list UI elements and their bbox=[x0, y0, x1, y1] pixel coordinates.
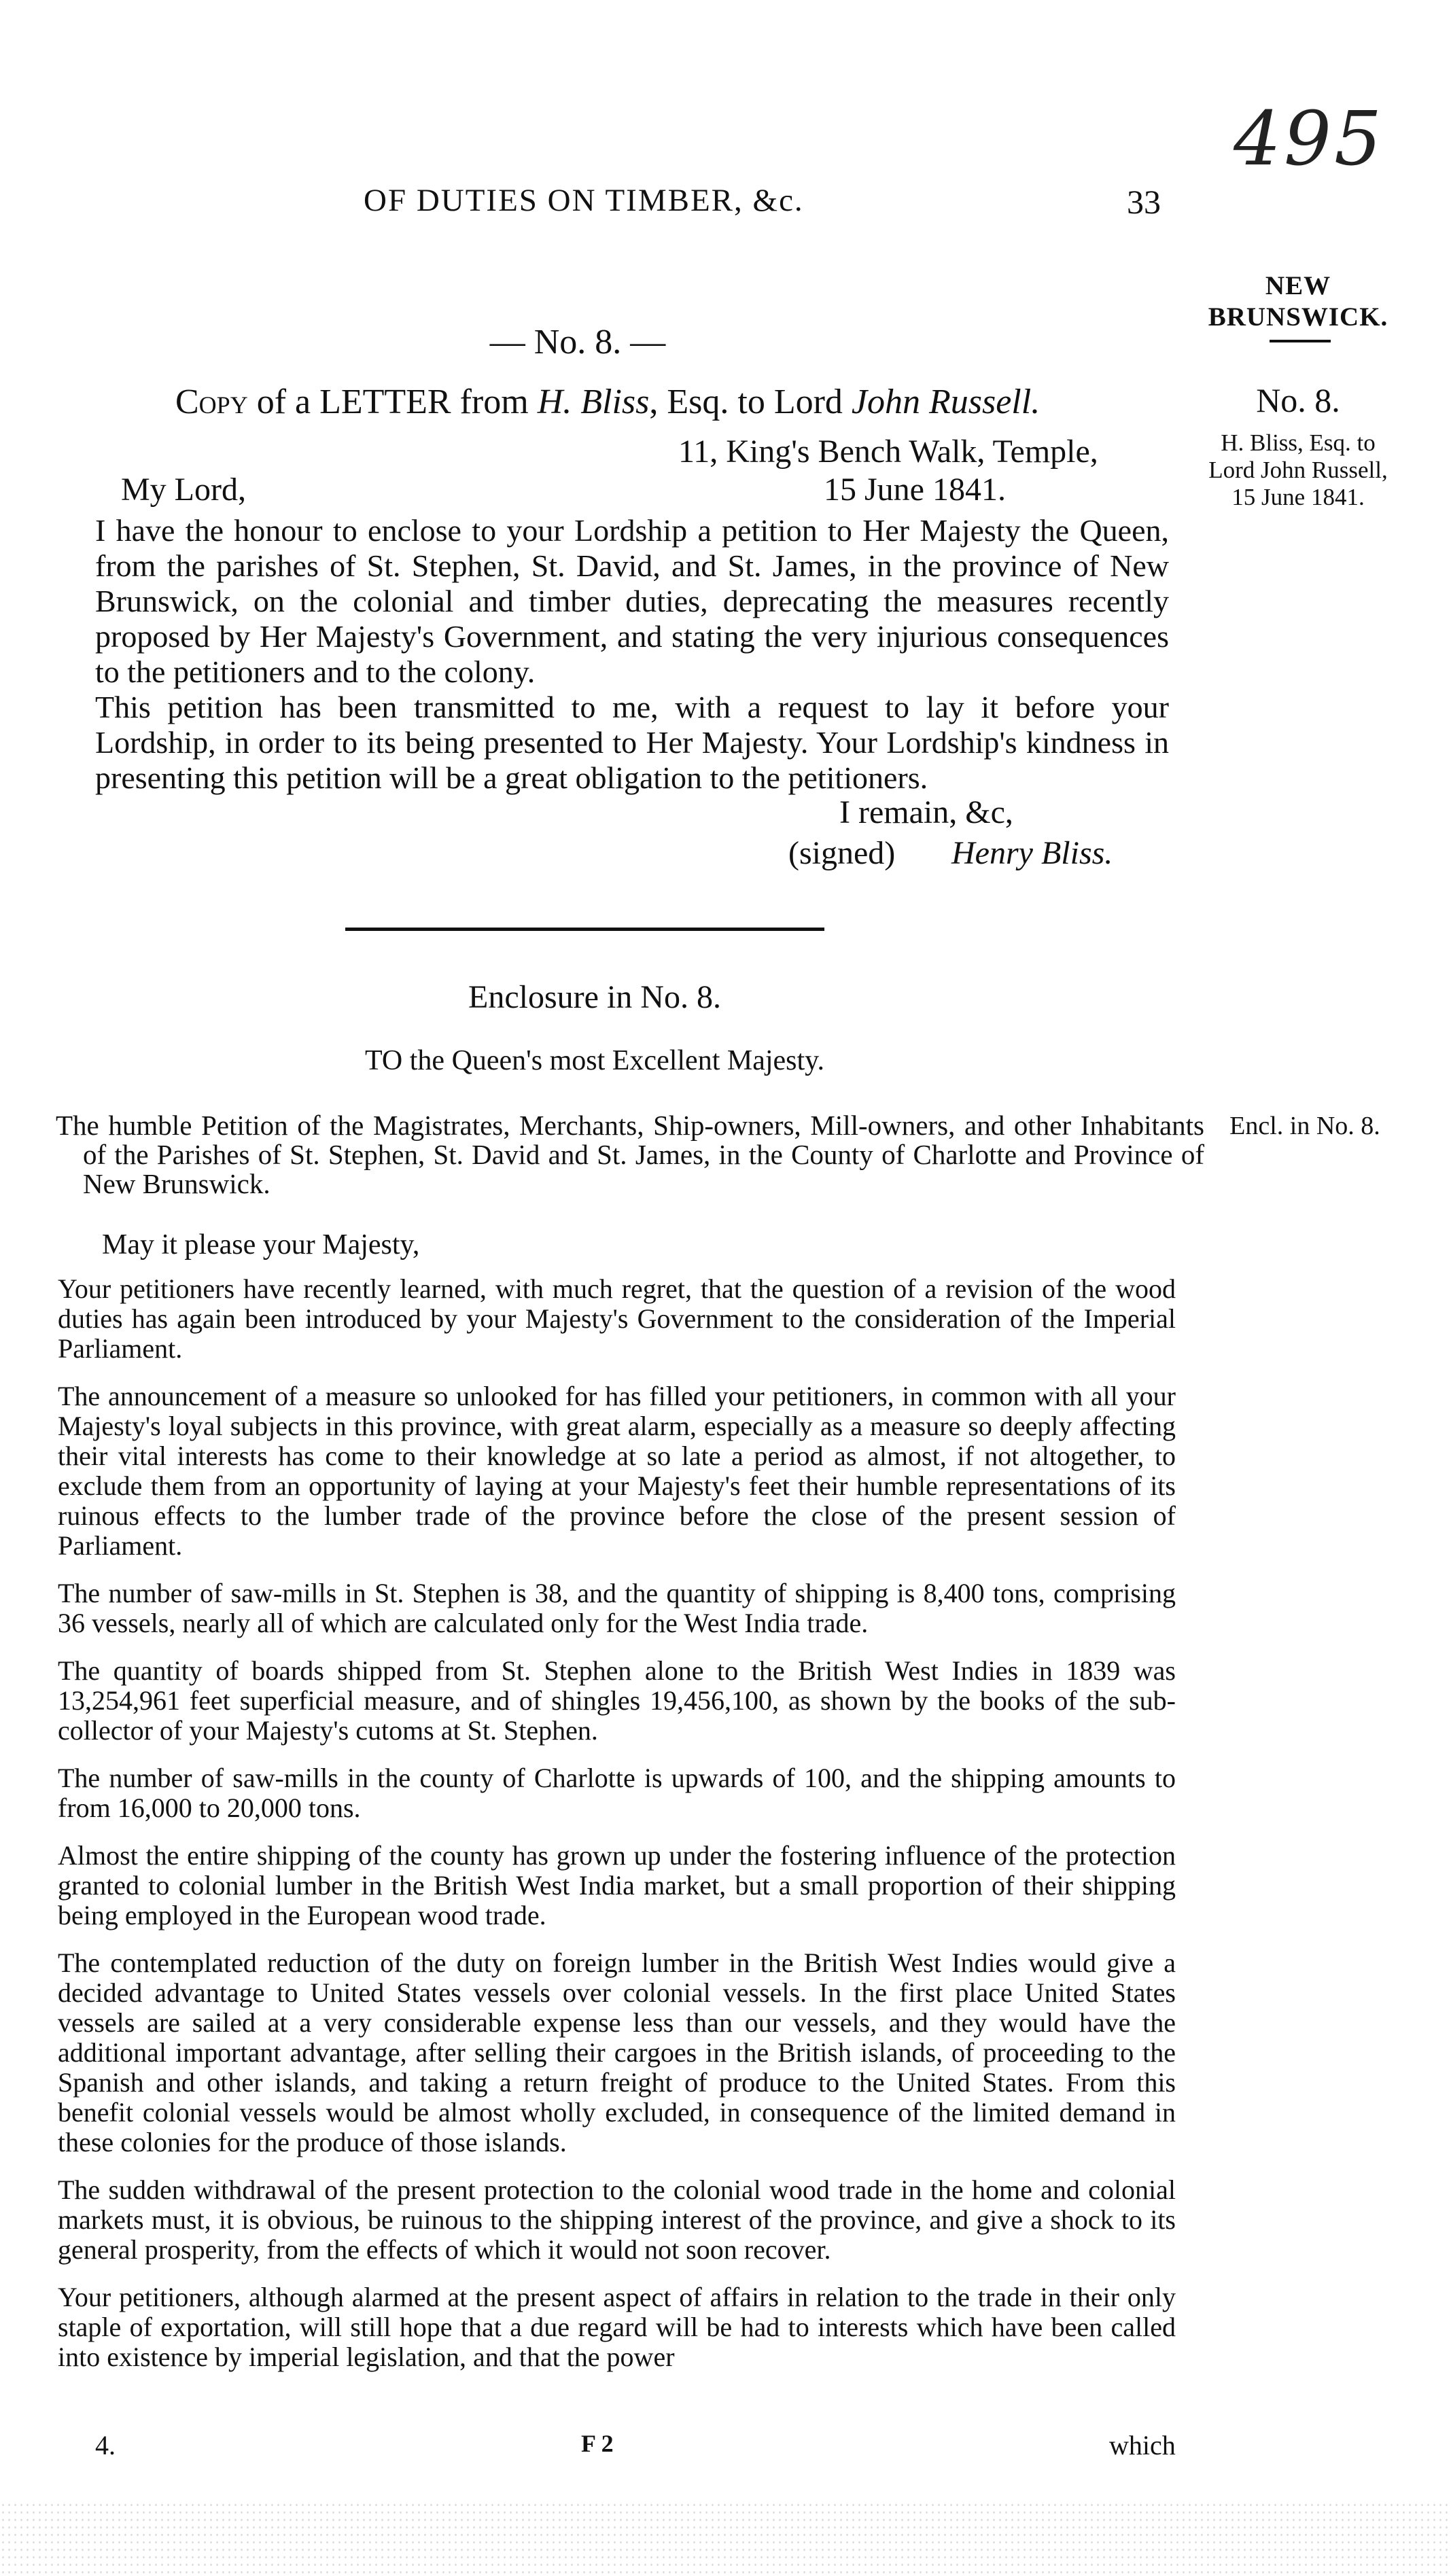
margin-letter-note-line2: Lord John Russell, bbox=[1208, 457, 1388, 483]
letter-address: 11, King's Bench Walk, Temple, bbox=[678, 434, 1098, 470]
margin-divider bbox=[1270, 340, 1331, 342]
letter-body bbox=[95, 513, 1169, 796]
petition-paragraph: Your petitioners, although alarmed at the present aspect of affairs in relation to the trade in their only staple of exportation, will still hope that a due regard will be had to interests which have been called into existence by imperial legislation, and that the power bbox=[58, 2282, 1176, 2372]
letter-closing: I remain, &c, bbox=[839, 794, 1013, 830]
footer-signature-mark: F 2 bbox=[581, 2430, 614, 2457]
margin-province-line2: BRUNSWICK. bbox=[1208, 302, 1388, 332]
handwritten-folio-number: 495 bbox=[1234, 95, 1384, 182]
letter-title-copy: Copy bbox=[175, 383, 248, 421]
petition-paragraph: Your petitioners have recently learned, with much regret, that the question of a revision of the wood duties has again been introduced by your Majesty's Government to the consideration of the Imperial Parliament. bbox=[58, 1273, 1176, 1364]
enclosure-salutation: May it please your Majesty, bbox=[102, 1229, 420, 1260]
scan-noise bbox=[0, 2501, 1451, 2576]
petition-body bbox=[58, 1274, 1176, 2372]
page-number: 33 bbox=[1127, 183, 1161, 221]
margin-province-line1: NEW bbox=[1265, 271, 1331, 300]
margin-letter-number: No. 8. bbox=[1256, 381, 1340, 419]
letter-number-heading: — No. 8. — bbox=[489, 323, 666, 361]
letter-title-sender: H. Bliss bbox=[537, 383, 650, 421]
enclosure-intro: The humble Petition of the Magistrates, Merchants, Ship-owners, Mill-owners, and other Inhabitants of the Parishes of St. Stephen, St. David and St. James, in the County of Charlotte and Province of New Brunswick. bbox=[56, 1110, 1204, 1199]
footer-catchword: which bbox=[1109, 2430, 1176, 2460]
petition-paragraph: The announcement of a measure so unlooked for has filled your petitioners, in common with all your Majesty's loyal subjects in this province, with great alarm, especially as a measure so deeply affecting their vital interests has come to their knowledge at so late a period as almost, if not altogether, to exclude them from an opportunity of laying at your Majesty's feet their humble representations of its ruinous effects to the lumber trade of the province before the close of the present session of Parliament. bbox=[58, 1381, 1176, 1561]
enclosure-address-line: TO the Queen's most Excellent Majesty. bbox=[365, 1045, 824, 1076]
footer-left-mark: 4. bbox=[95, 2430, 116, 2460]
margin-letter-note-line3: 15 June 1841. bbox=[1231, 484, 1365, 510]
letter-title-b: , Esq. to Lord bbox=[649, 383, 852, 421]
letter-signature-name: Henry Bliss. bbox=[951, 835, 1113, 871]
petition-paragraph: The number of saw-mills in the county of Charlotte is upwards of 100, and the shipping amounts to from 16,000 to 20,000 tons. bbox=[58, 1763, 1176, 1823]
letter-salutation: My Lord, bbox=[121, 472, 246, 508]
petition-paragraph: The quantity of boards shipped from St. Stephen alone to the British West Indies in 1839 was 13,254,961 feet superficial measure, and of shingles 19,456,100, as shown by the books of the sub-collector of your Majesty's cutoms at St. Stephen. bbox=[58, 1655, 1176, 1746]
margin-enclosure-note: Encl. in No. 8. bbox=[1229, 1112, 1380, 1140]
enclosure-heading: Enclosure in No. 8. bbox=[468, 979, 721, 1015]
margin-letter-note-line1: H. Bliss, Esq. to bbox=[1221, 429, 1376, 456]
letter-signed-label: (signed) bbox=[788, 835, 896, 871]
margin-letter-note bbox=[1183, 429, 1414, 511]
letter-signature bbox=[951, 834, 1113, 872]
margin-province-heading bbox=[1186, 270, 1410, 333]
letter-title-recipient: John Russell. bbox=[851, 383, 1041, 421]
letter-date: 15 June 1841. bbox=[824, 472, 1006, 508]
section-divider bbox=[345, 928, 824, 931]
petition-paragraph: Almost the entire shipping of the county has grown up under the fostering influence of the protection granted to colonial lumber in the British West India market, but a small proportion of their shipping being employed in the European wood trade. bbox=[58, 1840, 1176, 1930]
petition-paragraph: The contemplated reduction of the duty on foreign lumber in the British West Indies would give a decided advantage to United States vessels over colonial vessels. In the first place United States vessels are sailed at a very considerable expense less than our vessels, and they would have the additional important advantage, after selling their cargoes in the British islands, of proceeding to the Spanish and other islands, and taking a return freight of produce to the United States. From this benefit colonial vessels would be almost wholly excluded, in consequence of the limited demand in these colonies for the produce of those islands. bbox=[58, 1947, 1176, 2157]
letter-paragraph-2: This petition has been transmitted to me, with a request to lay it before your Lordship, in order to its being presented to Her Majesty. Your Lordship's kindness in presenting this petition will be a great obligation to the petitioners. bbox=[95, 690, 1169, 795]
running-head: OF DUTIES ON TIMBER, &c. bbox=[364, 183, 804, 218]
letter-paragraph-1: I have the honour to enclose to your Lordship a petition to Her Majesty the Queen, from the parishes of St. Stephen, St. David, and St. James, in the province of New Brunswick, on the colonial and timber duties, deprecating the measures recently proposed by Her Majesty's Government, and stating the very injurious consequences to the petitioners and to the colony. bbox=[95, 513, 1169, 689]
petition-paragraph: The sudden withdrawal of the present protection to the colonial wood trade in the home and colonial markets must, it is obvious, be ruinous to the shipping interest of the province, and give a shock to its general prosperity, from the effects of which it would not soon recover. bbox=[58, 2174, 1176, 2265]
petition-paragraph: The number of saw-mills in St. Stephen is 38, and the quantity of shipping is 8,400 tons, comprising 36 vessels, nearly all of which are calculated only for the West India trade. bbox=[58, 1578, 1176, 1638]
letter-title bbox=[175, 382, 1168, 422]
letter-title-a: of a LETTER from bbox=[247, 383, 538, 421]
